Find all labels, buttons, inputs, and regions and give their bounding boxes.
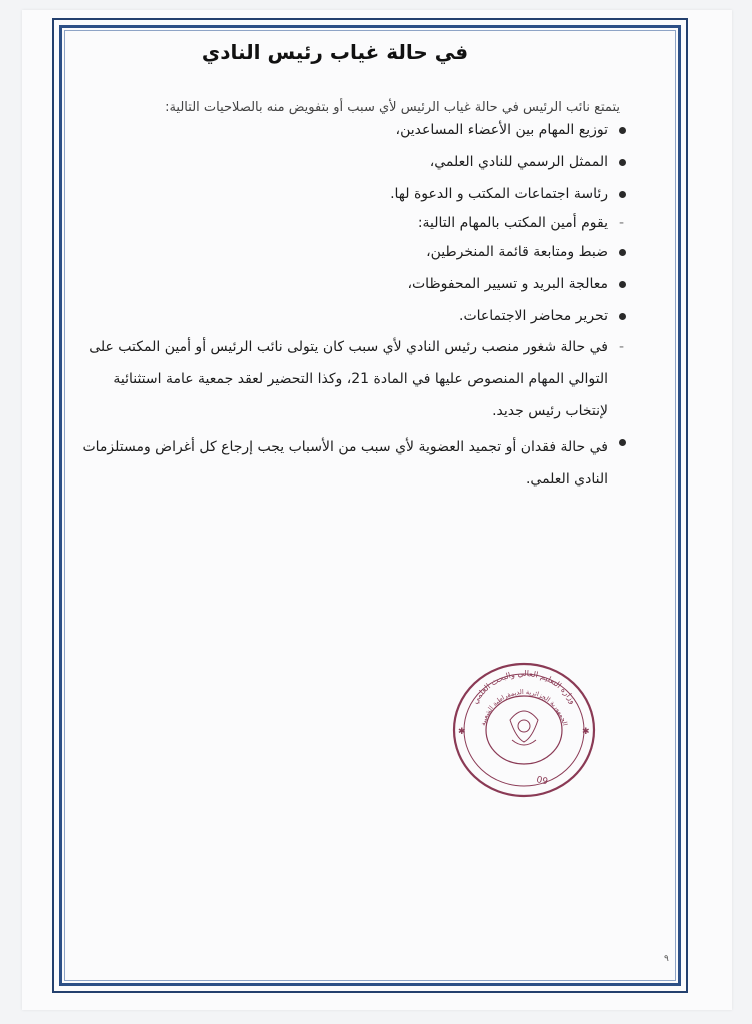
membership-list <box>70 431 640 495</box>
document-title: في حالة غياب رئيس النادي <box>201 40 469 64</box>
list-item: ضبط ومتابعة قائمة المنخرطين، <box>70 241 640 263</box>
list-item: تحرير محاضر الاجتماعات. <box>70 305 640 327</box>
seal-outer-text: وزارة التعليم العالي والبحث العلمي <box>470 668 578 706</box>
secretary-heading: - يقوم أمين المكتب بالمهام التالية: <box>70 209 640 237</box>
list-item: توزيع المهام بين الأعضاء المساعدين، <box>70 119 640 141</box>
list-item: معالجة البريد و تسيير المحفوظات، <box>70 273 640 295</box>
seal-emblem <box>510 711 538 745</box>
official-seal <box>450 660 598 800</box>
seal-star-icon: ✱ <box>458 727 466 737</box>
vacancy-paragraph: - في حالة شغور منصب رئيس النادي لأي سبب كان يتولى نائب الرئيس أو أمين المكتب على التوالي المهام المنصوص عليها في المادة 21، وكذا التحضير لعقد جمعية عامة استثنائية لإنتخاب رئيس جديد. <box>70 331 640 427</box>
seal-star-icon: ✱ <box>582 727 590 737</box>
intro-text: يتمتع نائب الرئيس في حالة غياب الرئيس لأي سبب أو بتفويض منه بالصلاحيات التالية: <box>165 100 620 115</box>
list-item: في حالة فقدان أو تجميد العضوية لأي سبب من الأسباب يجب إرجاع كل أغراض ومستلزمات النادي العلمي. <box>70 431 640 495</box>
list-item: الممثل الرسمي للنادي العلمي، <box>70 151 640 173</box>
seal-inner-text: الجمهورية الجزائرية الديمقراطية الشعبية <box>478 687 570 727</box>
seal-number: 09 <box>535 775 549 788</box>
document-content <box>70 40 640 495</box>
list-item: رئاسة اجتماعات المكتب و الدعوة لها. <box>70 183 640 205</box>
secretary-duties-list <box>70 241 640 327</box>
page-number: ٩ <box>664 954 669 964</box>
vp-duties-list <box>70 119 640 205</box>
